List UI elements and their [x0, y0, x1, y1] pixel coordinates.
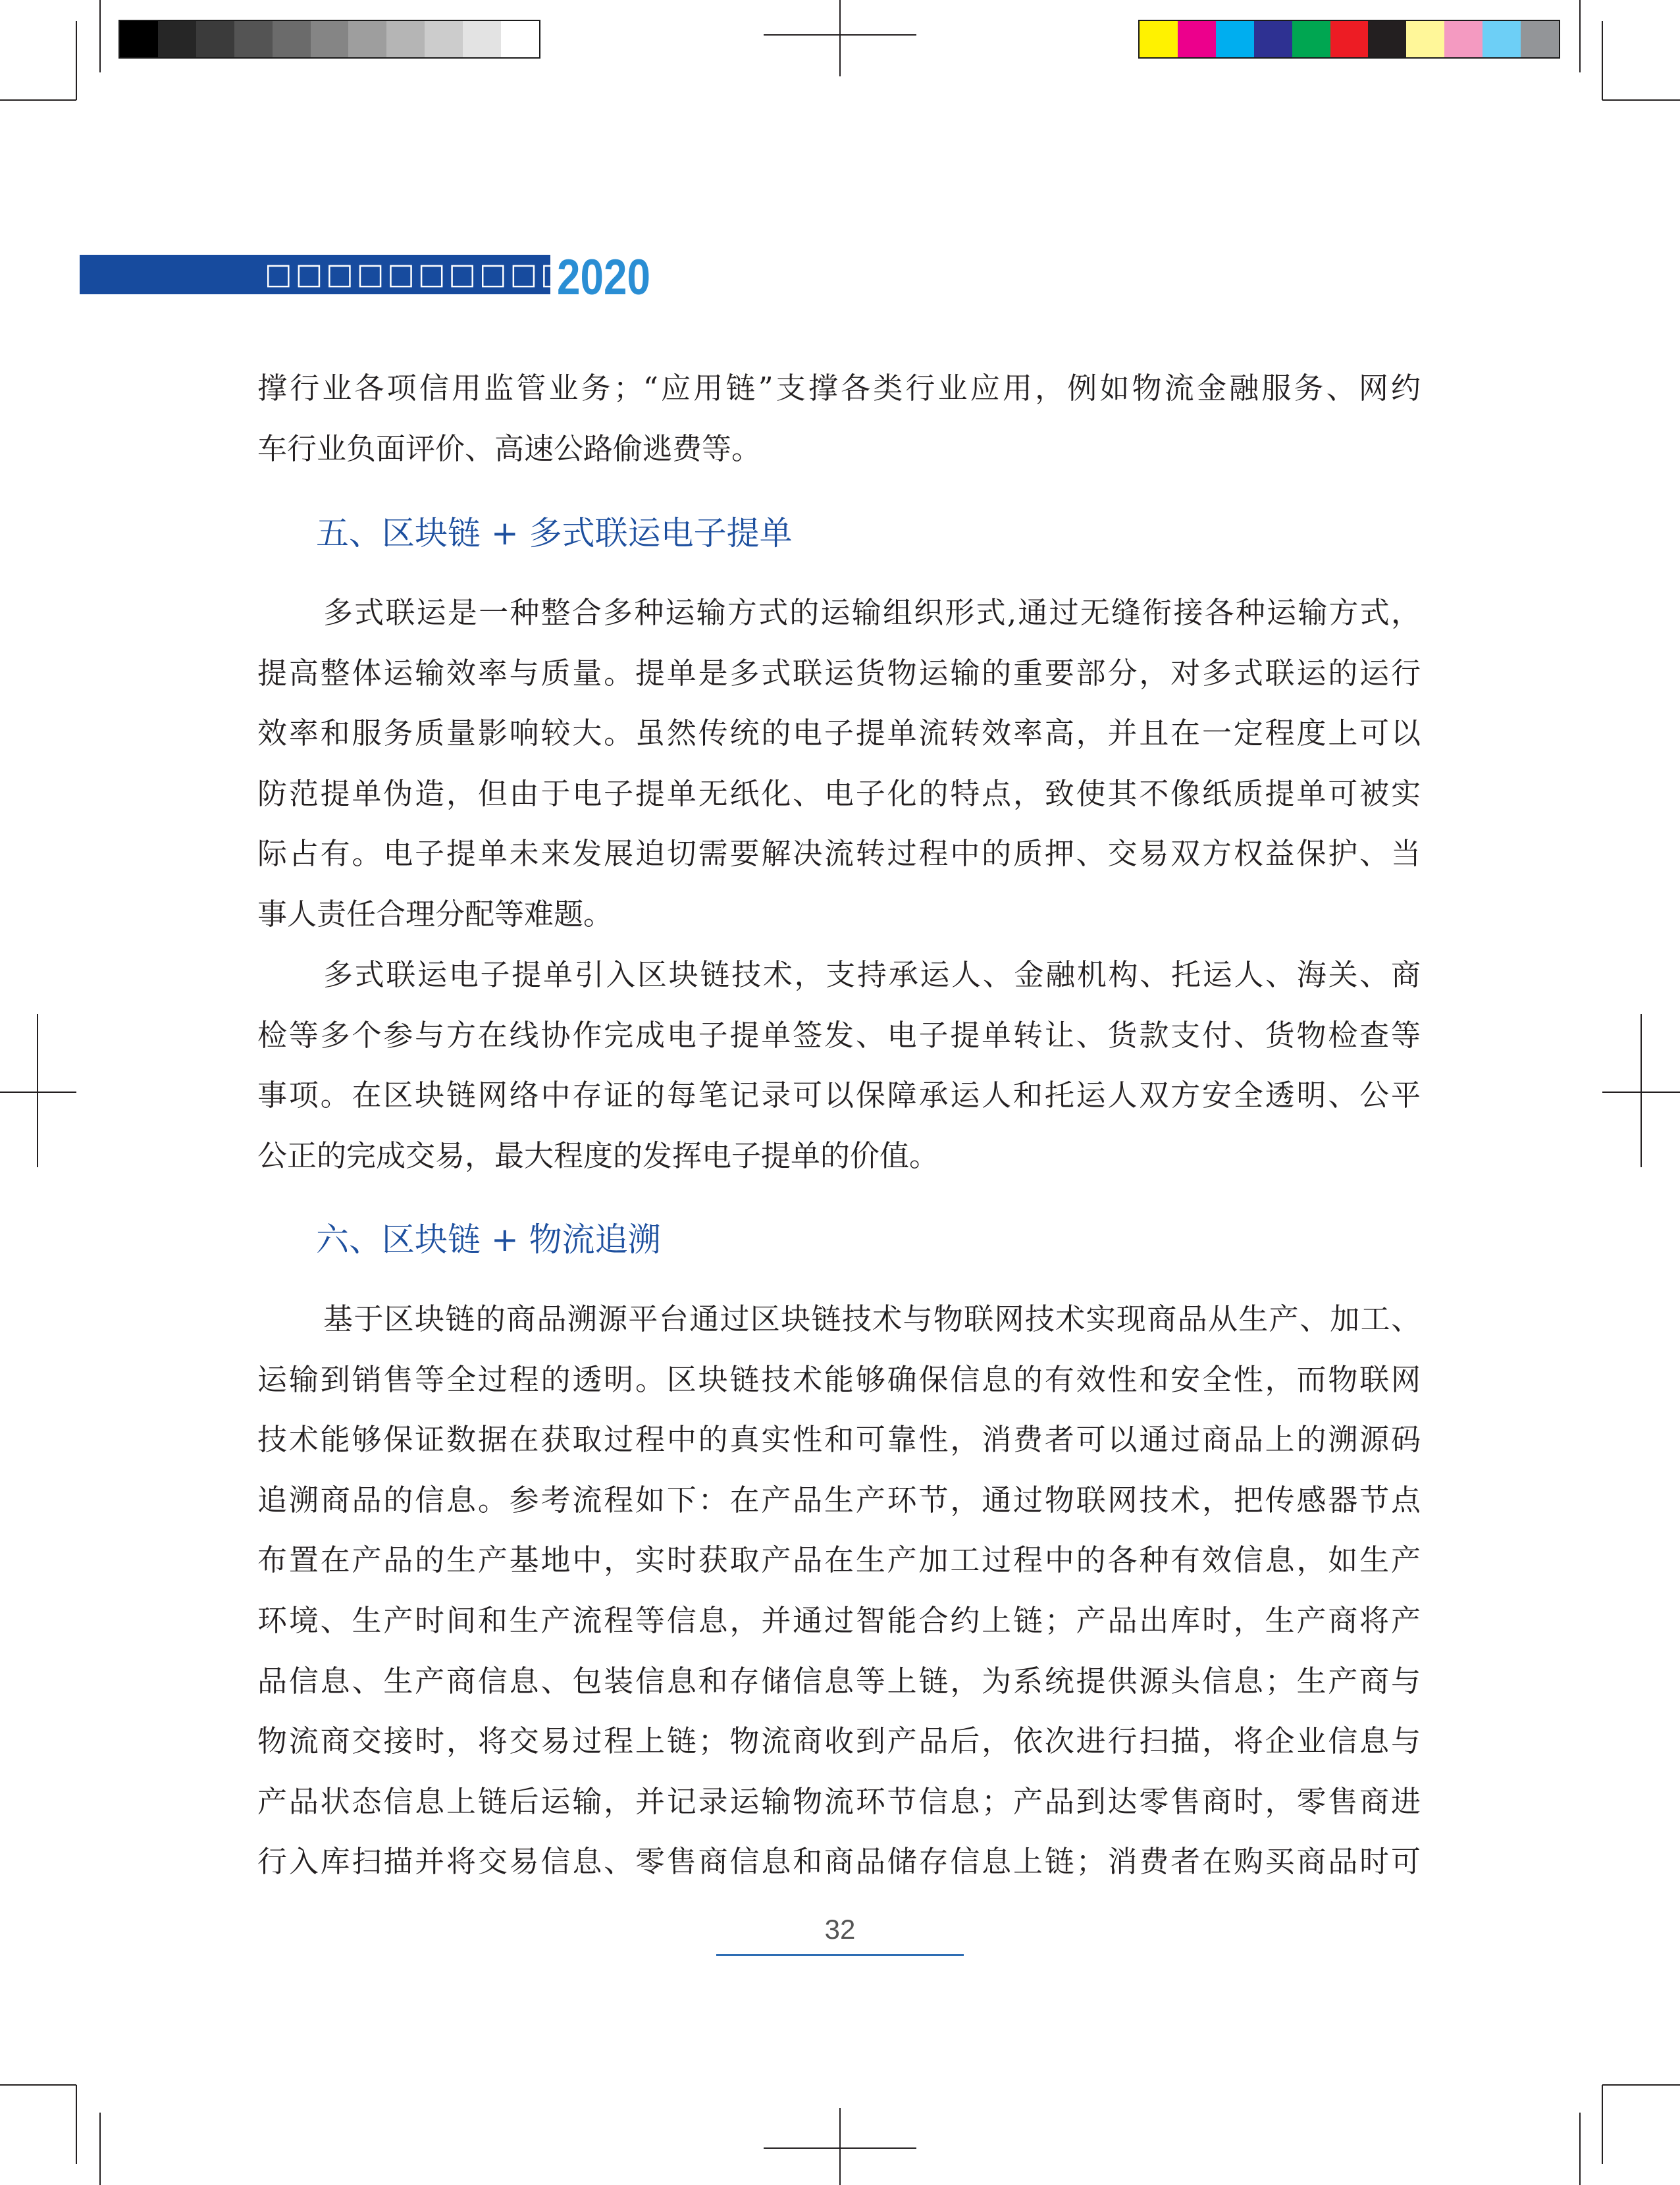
body-line: 际占有。电子提单未来发展迫切需要解决流转过程中的质押、交易双方权益保护、当: [257, 836, 1421, 872]
body-line: 事人责任合理分配等难题。: [257, 896, 614, 932]
body-line: 布置在产品的生产基地中，实时获取产品在生产加工过程中的各种有效信息，如生产: [257, 1542, 1421, 1578]
crop-mark-bottom-left: [0, 2085, 100, 2185]
crop-mark-top-right: [1580, 0, 1680, 100]
process-color-swatch: [1178, 21, 1216, 57]
grayscale-swatch: [425, 21, 463, 57]
process-color-swatch: [1140, 21, 1178, 57]
registration-mark-top: [764, 0, 916, 76]
process-color-swatch: [1521, 21, 1559, 57]
paragraph-continuation: [257, 358, 1421, 479]
body-line: 多式联运电子提单引入区块链技术，支持承运人、金融机构、托运人、海关、商: [323, 957, 1421, 992]
body-line: 效率和服务质量影响较大。虽然传统的电子提单流转效率高，并且在一定程度上可以: [257, 716, 1421, 751]
body-line: 产品状态信息上链后运输，并记录运输物流环节信息；产品到达零售商时，零售商进: [257, 1783, 1421, 1819]
body-line: 提高整体运输效率与质量。提单是多式联运货物运输的重要部分，对多式联运的运行: [257, 655, 1421, 691]
process-color-swatch: [1254, 21, 1292, 57]
body-line: 多式联运是一种整合多种运输方式的运输组织形式,通过无缝衔接各种运输方式，: [323, 595, 1421, 630]
body-line: 品信息、生产商信息、包装信息和存储信息等上链，为系统提供源头信息；生产商与: [257, 1663, 1421, 1698]
grayscale-color-bar: [118, 20, 540, 59]
body-line: 运输到销售等全过程的透明。区块链技术能够确保信息的有效性和安全性，而物联网: [257, 1361, 1421, 1397]
body-line: 检等多个参与方在线协作完成电子提单签发、电子提单转让、货款支付、货物检查等: [257, 1017, 1421, 1053]
grayscale-swatch: [311, 21, 349, 57]
process-color-swatch: [1368, 21, 1406, 57]
process-color-swatch: [1216, 21, 1254, 57]
process-color-swatch: [1406, 21, 1444, 57]
grayscale-swatch: [463, 21, 501, 57]
body-line: 撑行业各项信用监管业务；“应用链”支撑各类行业应用，例如物流金融服务、网约: [257, 371, 1421, 406]
body-line: 车行业负面评价、高速公路偷逃费等。: [257, 431, 762, 466]
registration-mark-bottom: [764, 2108, 916, 2185]
section-heading: 六、区块链 + 物流追溯: [316, 1221, 661, 1259]
process-color-bar: [1138, 20, 1560, 59]
body-line: 技术能够保证数据在获取过程中的真实性和可靠性，消费者可以通过商品上的溯源码: [257, 1422, 1421, 1458]
body-line: 防范提单伪造，但由于电子提单无纸化、电子化的特点，致使其不像纸质提单可被实: [257, 776, 1421, 811]
body-line: 行入库扫描并将交易信息、零售商信息和商品储存信息上链；消费者在购买商品时可: [257, 1844, 1421, 1880]
body-line: 物流商交接时，将交易过程上链；物流商收到产品后，依次进行扫描，将企业信息与: [257, 1724, 1421, 1759]
grayscale-swatch: [120, 21, 158, 57]
running-header-year: 2020: [557, 250, 651, 305]
body-line: 事项。在区块链网络中存证的每笔记录可以保障承运人和托运人双方安全透明、公平: [257, 1078, 1421, 1113]
crop-mark-bottom-right: [1580, 2085, 1680, 2185]
section-heading: 五、区块链 + 多式联运电子提单: [316, 514, 793, 552]
registration-mark-left: [0, 1014, 76, 1167]
registration-mark-right: [1602, 1014, 1680, 1167]
page-number: 32: [824, 1914, 856, 1945]
process-color-swatch: [1444, 21, 1483, 57]
page-number-rule: [716, 1954, 964, 1956]
grayscale-swatch: [501, 21, 539, 57]
grayscale-swatch: [196, 21, 234, 57]
grayscale-swatch: [273, 21, 311, 57]
process-color-swatch: [1483, 21, 1521, 57]
body-line: 公正的完成交易，最大程度的发挥电子提单的价值。: [257, 1138, 939, 1173]
body-line: 环境、生产时间和生产流程等信息，并通过智能合约上链；产品出库时，生产商将产: [257, 1602, 1421, 1638]
grayscale-swatch: [158, 21, 196, 57]
body-line: 基于区块链的商品溯源平台通过区块链技术与物联网技术实现商品从生产、加工、: [323, 1302, 1421, 1336]
paragraph: [257, 583, 1421, 945]
paragraph: [257, 945, 1421, 1186]
grayscale-swatch: [234, 21, 273, 57]
running-header-title: □□□□□□□□□□: [265, 257, 571, 291]
grayscale-swatch: [348, 21, 386, 57]
grayscale-swatch: [386, 21, 425, 57]
body-line: 追溯商品的信息。参考流程如下：在产品生产环节，通过物联网技术，把传感器节点: [257, 1482, 1421, 1517]
crop-mark-top-left: [0, 0, 100, 100]
paragraph: [257, 1289, 1421, 1892]
process-color-swatch: [1292, 21, 1330, 57]
process-color-swatch: [1330, 21, 1369, 57]
